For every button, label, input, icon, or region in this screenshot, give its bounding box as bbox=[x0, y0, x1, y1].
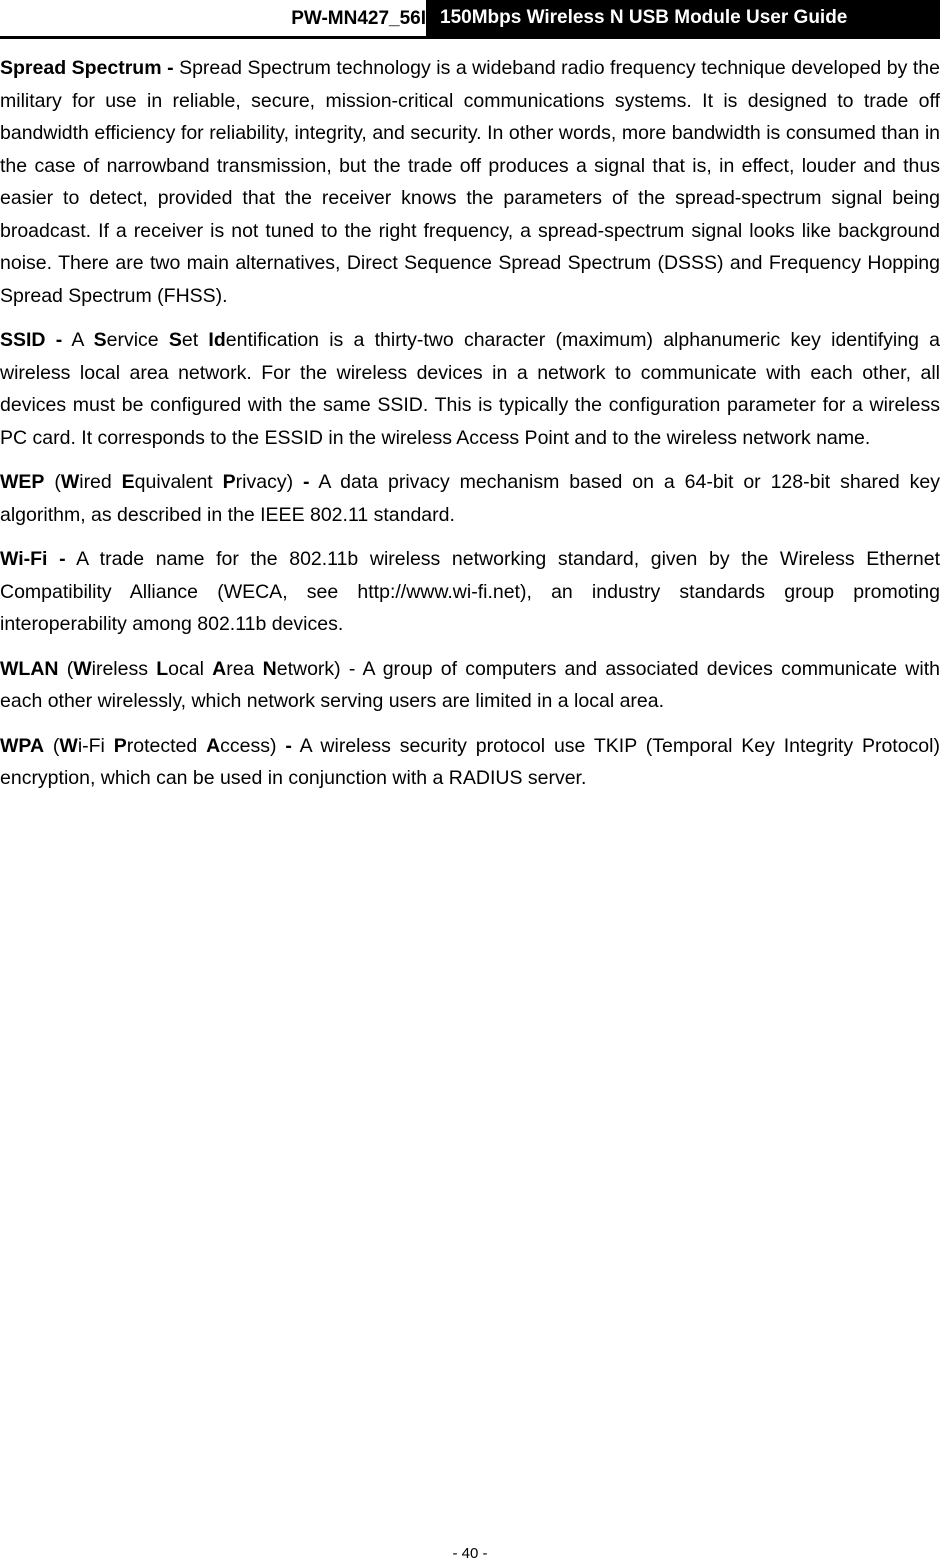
glossary-term: WPA bbox=[0, 734, 45, 757]
glossary-term: SSID - bbox=[0, 329, 63, 351]
glossary-entry-spread-spectrum bbox=[0, 52, 940, 312]
glossary-term: WLAN bbox=[0, 657, 59, 680]
glossary-entry-wifi bbox=[0, 543, 940, 641]
glossary-definition: - A group of computers and associated devices communicate with each other wirelessly, which network serving users are limited in a local area. bbox=[0, 657, 940, 712]
glossary-entry-wlan: WLAN (Wireless Local Area Network) - A group of computers and associated devices communicate with each other wirelessly, which network serving users are limited in a local area. bbox=[0, 657, 940, 712]
glossary-definition: is a thirty-two character (maximum) alphanumeric key identifying a wireless local area network. For the wireless devices in a network to communicate with each other, all devices must be configured with the same SSID. This is typically the configuration parameter for a wireless PC card. It corresponds to the ESSID in the wireless Access Point and to the wireless network name. bbox=[0, 329, 940, 449]
page-header bbox=[0, 0, 940, 39]
page-number: - 40 - bbox=[452, 1545, 488, 1562]
glossary-entry-wpa: WPA (Wi-Fi Protected Access) - A wireless security protocol use TKIP (Temporal Key Integrity Protocol) encryption, which can be used in conjunction with a RADIUS server. bbox=[0, 734, 940, 789]
glossary-definition: Spread Spectrum technology is a wideband radio frequency technique developed by the military for use in reliable, secure, mission-critical communications systems. It is designed to trade off bandwidth efficiency for reliability, integrity, and security. In other words, more bandwidth is consumed than in the case of narrowband transmission, but the trade off produces a signal that is, in effect, louder and thus easier to detect, provided that the receiver knows the parameters of the spread-spectrum signal being broadcast. If a receiver is not tuned to the right frequency, a spread-spectrum signal looks like background noise. There are two main alternatives, Direct Sequence Spread Spectrum (DSSS) and Frequency Hopping Spread Spectrum (FHSS). bbox=[0, 57, 940, 307]
glossary-term: Wi-Fi - bbox=[0, 548, 66, 570]
glossary-term: Spread Spectrum - bbox=[0, 57, 174, 79]
glossary-entry-wep: WEP (Wired Equivalent Privacy) - A data privacy mechanism based on a 64-bit or 128-bit shared key algorithm, as described in the IEEE 802.11 standard. bbox=[0, 471, 940, 526]
glossary-definition: A trade name for the 802.11b wireless networking standard, given by the Wireless Ethernet Compatibility Alliance (WECA, see http://www.wi-fi.net), an industry standards group promoting interoperability among 802.11b devices. bbox=[0, 548, 940, 635]
glossary-term: WEP bbox=[0, 471, 45, 493]
glossary-content bbox=[0, 52, 940, 807]
guide-title: 150Mbps Wireless N USB Module User Guide bbox=[426, 0, 940, 36]
model-number: PW-MN427_56I bbox=[291, 8, 426, 29]
glossary-definition: A wireless security protocol use TKIP (Temporal Key Integrity Protocol) encryption, which can be used in conjunction with a RADIUS server. bbox=[0, 734, 940, 789]
glossary-entry-ssid: SSID - A Service Set Identification is a thirty-two character (maximum) alphanumeric key identifying a wireless local area network. For the wireless devices in a network to communicate with each other, all devices must be configured with the same SSID. This is typically the configuration parameter for a wireless PC card. It corresponds to the ESSID in the wireless Access Point and to the wireless network name. bbox=[0, 329, 940, 449]
glossary-definition: A data privacy mechanism based on a 64-bit or 128-bit shared key algorithm, as described in the IEEE 802.11 standard. bbox=[0, 471, 940, 526]
